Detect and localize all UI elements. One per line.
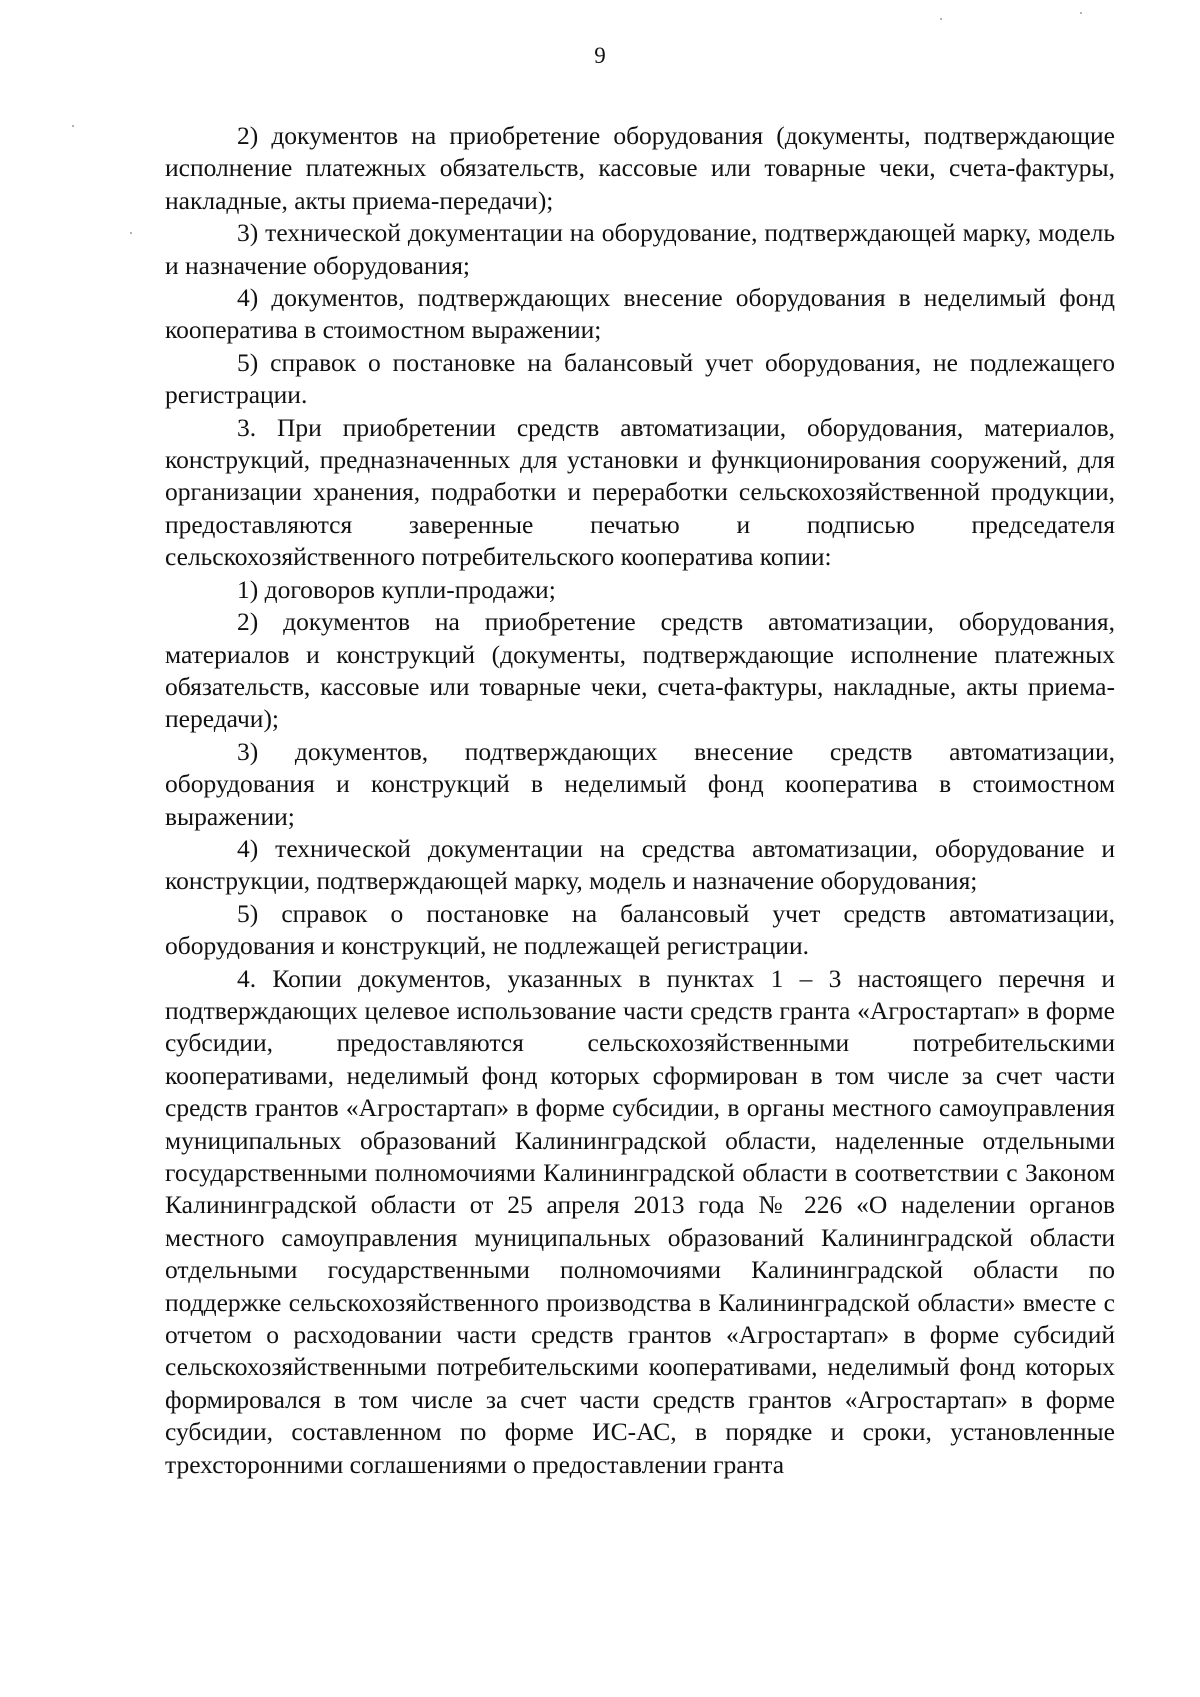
page-number: 9: [594, 43, 606, 68]
paragraph-section-4: 4. Копии документов, указанных в пунктах 1 – 3 настоящего перечня и подтверждающих целевое использование части средств гранта «Агростартап» в форме субсидии, предоставляются сельскохозяйственными потребительскими кооперативами, неделимый фонд которых сформирован в том числе за счет части средств грантов «Агростартап» в форме субсидии, в органы местного самоуправления муниципальных образований Калининградской области, наделенные отдельными государственными полномочиями Калининградской области в соответствии с Законом Калининградской области от 25 апреля 2013 года № 226 «О наделении органов местного самоуправления муниципальных образований Калининградской области отдельными государственными полномочиями Калининградской области по поддержке сельскохозяйственного производства в Калининградской области» вместе с отчетом о расходовании части средств грантов «Агростартап» в форме субсидий сельскохозяйственными потребительскими кооперативами, неделимый фонд которых формировался в том числе за счет части средств грантов «Агростартап» в форме субсидии, составленном по форме ИС-АС, в порядке и сроки, установленные трехсторонними соглашениями о предоставлении гранта: [165, 963, 1115, 1479]
paragraph-item-4: 4) документов, подтверждающих внесение оборудования в неделимый фонд кооператива в стоимостном выражении;: [165, 283, 1115, 345]
paragraph-section-3: 3. При приобретении средств автоматизации, оборудования, материалов, конструкций, предназначенных для установки и функционирования сооружений, для организации хранения, подработки и переработки сельскохозяйственной продукции, предоставляются заверенные печатью и подписью председателя сельскохозяйственного потребительского кооператива копии:: [165, 412, 1115, 572]
paragraph-section-3-item-4: 4) технической документации на средства автоматизации, оборудование и конструкции, подтверждающей марку, модель и назначение оборудования;: [165, 833, 1115, 896]
scan-speck: [130, 232, 132, 234]
scan-speck: [1080, 12, 1082, 14]
scan-speck: [940, 18, 942, 20]
scan-speck: [72, 125, 74, 127]
document-body: [165, 120, 1115, 1481]
paragraph-section-3-item-2: 2) документов на приобретение средств автоматизации, оборудования, материалов и конструкций (документы, подтверждающие исполнение платежных обязательств, кассовые или товарные чеки, счета-фактуры, накладные, акты приема-передачи);: [165, 607, 1115, 734]
paragraph-item-2: 2) документов на приобретение оборудования (документы, подтверждающие исполнение платежных обязательств, кассовые или товарные чеки, счета-фактуры, накладные, акты приема-передачи);: [165, 121, 1115, 215]
paragraph-item-3: 3) технической документации на оборудование, подтверждающей марку, модель и назначение оборудования;: [165, 218, 1115, 280]
paragraph-section-3-item-3: 3) документов, подтверждающих внесение средств автоматизации, оборудования и конструкций в неделимый фонд кооператива в стоимостном выражении;: [165, 736, 1115, 831]
paragraph-section-3-item-1: 1) договоров купли-продажи;: [237, 574, 556, 604]
paragraph-section-3-item-5: 5) справок о постановке на балансовый учет средств автоматизации, оборудования и конструкций, не подлежащей регистрации.: [165, 898, 1115, 961]
paragraph-item-5: 5) справок о постановке на балансовый учет оборудования, не подлежащего регистрации.: [165, 347, 1115, 410]
